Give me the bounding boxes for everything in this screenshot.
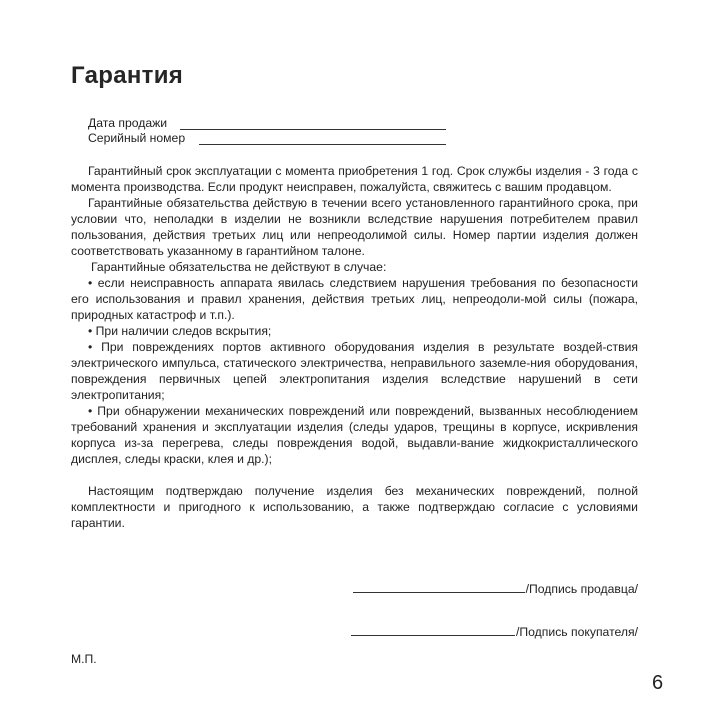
- buyer-signature-field: [330, 623, 638, 639]
- serial-number-blank-line: [199, 144, 446, 145]
- page-title: Гарантия: [71, 62, 184, 89]
- seller-signature-label: /Подпись продавца/: [525, 582, 638, 596]
- serial-number-label: Серийный номер: [88, 131, 186, 145]
- list-item-port-damage: • При повреждениях портов активного оборудования изделия в результате воздей-ствия электрического импульса, статического электричества, неправильного заземле-ния оборудования, повреждения первичных цепей электропитания изделия вследствие нарушений в сети электропитания;: [71, 340, 638, 402]
- list-item-safety-violation: • если неисправность аппарата явилась следствием нарушения требования по безопасности его использования и правил хранения, действия третьих лиц, непреодоли-мой силы (пожара, природных катастроф и т.п.).: [71, 276, 638, 322]
- sale-date-label: Дата продажи: [88, 116, 168, 130]
- page-number: 6: [652, 672, 664, 694]
- stamp-place-label: М.П.: [71, 652, 97, 666]
- buyer-signature-line: [351, 623, 515, 636]
- sale-date-blank-line: [180, 129, 446, 130]
- seller-signature-field: [330, 580, 638, 596]
- paragraph-obligations: Гарантийные обязательства действую в течении всего установленного гарантийного срока, при условии что, неполадки в изделии не возникли вследствие нарушения потребителем правил пользования, действия третьих лиц или непреодолимой силы. Номер партии изделия должен соответствовать указанному в гарантийном талоне.: [71, 196, 638, 258]
- sale-date-field: [88, 115, 167, 131]
- paragraph-warranty-period: Гарантийный срок эксплуатации с момента приобретения 1 год. Срок службы изделия - 3 года с момента производства. Если продукт неисправен, пожалуйста, свяжитесь с вашим продавцом.: [71, 164, 638, 194]
- paragraph-confirmation: Настоящим подтверждаю получение изделия без механических повреждений, полной комплектности и пригодного к использованию, а также подтверждаю согласие с условиями гарантии.: [71, 484, 638, 530]
- warranty-text: [71, 163, 638, 531]
- serial-number-field: [88, 130, 185, 146]
- buyer-signature-label: /Подпись покупателя/: [516, 625, 638, 639]
- list-item-mechanical-damage: • При обнаружении механических повреждений или повреждений, вызванных несоблюдением требований хранения и эксплуатации изделия (следы ударов, трещины в корпусе, искривления корпуса из-за перегрева, следы повреждения водой, выдавли-вание жидкокристаллического дисплея, следы краски, клея и др.);: [71, 404, 638, 466]
- paragraph-exclusions-intro: Гарантийные обязательства не действуют в случае:: [91, 260, 387, 274]
- list-item-opening-traces: • При наличии следов вскрытия;: [88, 324, 272, 338]
- seller-signature-line: [353, 580, 525, 593]
